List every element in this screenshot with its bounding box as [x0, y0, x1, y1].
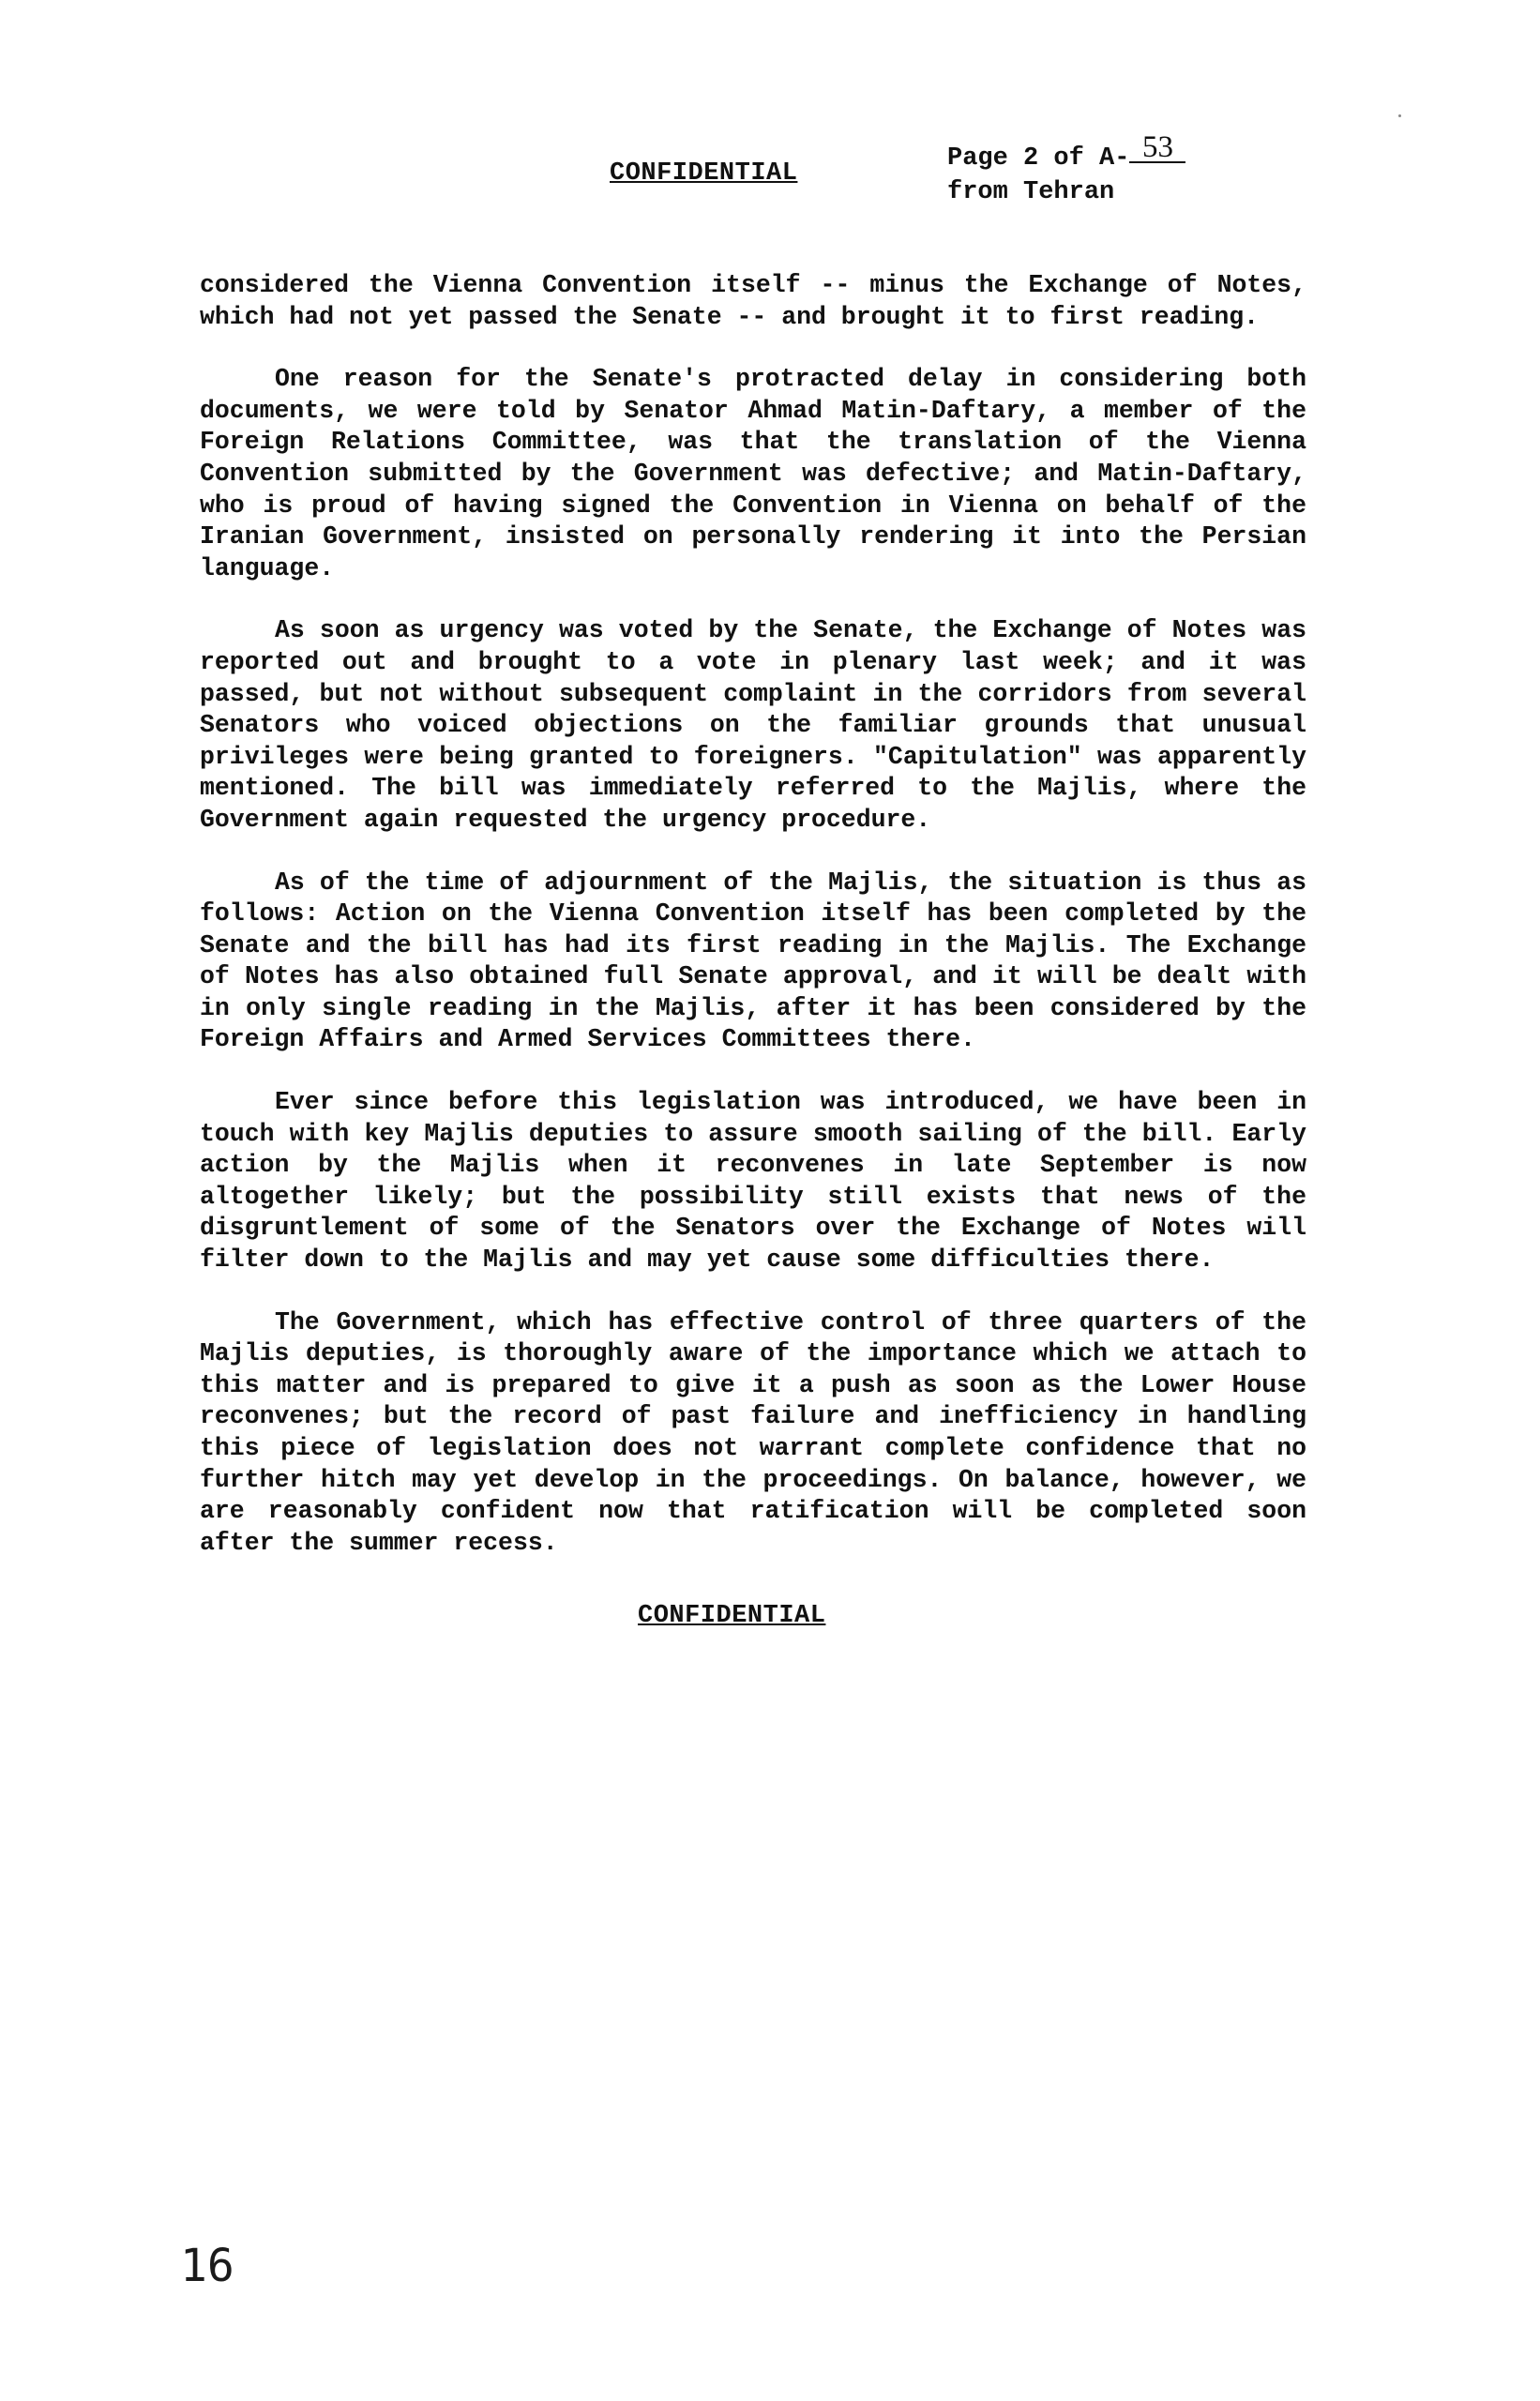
page-number: 53 [1129, 133, 1185, 163]
body-text [200, 270, 1306, 1590]
page-line: Page 2 of A- [947, 144, 1130, 173]
paragraph: The Government, which has effective control of three quarters of the Majlis deputies, is thoroughly aware of the importance which we attach to this matter and is prepared to give it a push as soon as the Lower House reconvenes; but the record of past failure and inefficiency in handling this piece of legislation does not warrant complete confidence that no further hitch may yet develop in the proceedings. On balance, however, we are reasonably confident now that ratification will be completed soon after the summer recess. [200, 1307, 1306, 1557]
paragraph: One reason for the Senate's protracted delay in considering both documents, we were told by Senator Ahmad Matin-Daftary, a member of the Foreign Relations Committee, was that the translation of the Vienna Convention submitted by the Government was defective; and Matin-Daftary, who is proud of having signed the Convention in Vienna on behalf of the Iranian Government, insisted on personally rendering it into the Persian language. [200, 365, 1306, 582]
paragraph: As of the time of adjournment of the Majlis, the situation is thus as follows: Action on the Vienna Convention itself has been completed by the Senate and the bill has had its first reading in the Majlis. The Exchange of Notes has also obtained full Senate approval, and it will be dealt with in only single reading in the Majlis, after it has been considered by the Foreign Affairs and Armed Services Committees there. [200, 868, 1306, 1054]
from-line: from Tehran [947, 178, 1115, 206]
paragraph: considered the Vienna Convention itself -- minus the Exchange of Notes, which had not yet passed the Senate -- and brought it to first reading. [200, 271, 1306, 331]
paragraph: Ever since before this legislation was introduced, we have been in touch with key Majlis deputies to assure smooth sailing of the bill. Early action by the Majlis when it reconvenes in late September is now altogether likely; but the possibility still exists that news of the disgruntlement of some of the Senators over the Exchange of Notes will filter down to the Majlis and may yet cause some difficulties there. [200, 1088, 1306, 1275]
page-reference [947, 130, 1185, 209]
folio-number: 16 [180, 2240, 234, 2292]
paragraph: As soon as urgency was voted by the Senate, the Exchange of Notes was reported out and brought to a vote in plenary last week; and it was passed, but not without subsequent complaint in the corridors from several Senators who voiced objections on the familiar grounds that unusual privileges were being granted to foreigners. "Capitulation" was apparently mentioned. The bill was immediately referred to the Majlis, where the Government again requested the urgency procedure. [200, 616, 1306, 834]
scan-speck [1398, 114, 1401, 117]
header-classification: CONFIDENTIAL [610, 159, 798, 188]
footer-classification: CONFIDENTIAL [638, 1602, 826, 1630]
